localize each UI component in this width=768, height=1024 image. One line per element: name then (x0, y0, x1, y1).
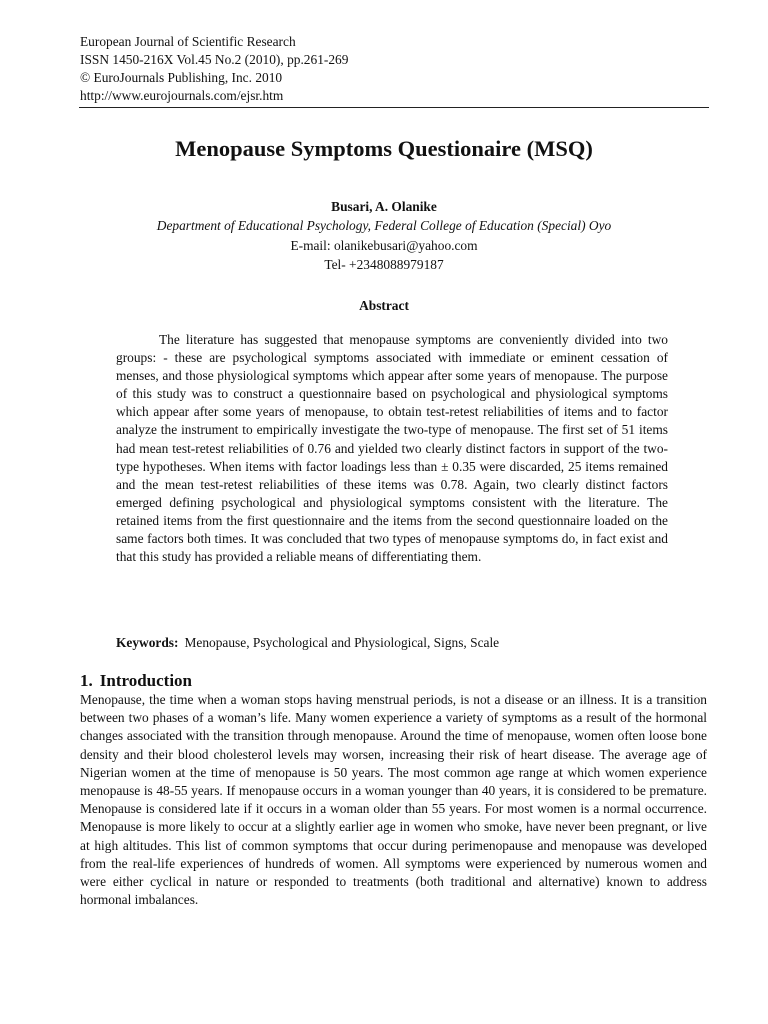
introduction-text: Menopause, the time when a woman stops having menstrual periods, is not a disease or an illness. It is a transition between two phases of a woman’s life. Many women experience a variety of symptoms as a result of the hormonal changes associated with the transition through menopause. Around the time of menopause, women often loose bone density and their blood cholesterol levels may worsen, increasing their risk of heart disease. The average age of Nigerian women at the time of menopause is 50 years. The most common age range at which women experience menopause is 48-55 years. If menopause occurs in a woman younger than 40 years, it is considered to be premature. Menopause is considered late if it occurs in a woman older than 55 years. For most women is a normal occurrence. Menopause is more likely to occur at a slightly earlier age in women who smoke, have never been pregnant, or live at high altitudes. This list of common symptoms that occur during perimenopause and menopause was developed from the real-life experiences of hundreds of women. All symptoms were experienced by numerous women and were either cyclical in nature or responded to treatments (both traditional and alternative) known to address hormonal imbalances. (80, 692, 707, 908)
journal-issn: ISSN 1450-216X Vol.45 No.2 (2010), pp.261-269 (80, 52, 349, 67)
section-heading-introduction (80, 670, 192, 692)
abstract-text: The literature has suggested that menopause symptoms are conveniently divided into two groups: - these are psychological symptoms associated with immediate or eminent cessation of menses, and those physiological symptoms which appear after some years of menopause. The purpose of this study was to construct a questionnaire based on psychological and physiological symptoms which appear after some years of menopause, to obtain test-retest reliabilities of items and to factor analyze the instrument to empirically investigate the two-type of menopause. The first set of 51 items had mean test-retest reliabilities of 0.76 and yielded two clearly distinct factors in support of the two-type hypotheses. When items with factor loadings less than ± 0.35 were discarded, 25 items remained and the mean test-retest reliabilities of these items was 0.78. Again, two clearly distinct factors emerged defining psychological and physiological symptoms consistent with the literature. The retained items from the first questionnaire and the items from the second questionnaire loaded on the same factors both times. It was concluded that two types of menopause symptoms do, in fact exist and that this study has provided a reliable means of differentiating them. (116, 332, 668, 565)
section-number: 1. (80, 671, 93, 690)
author-name: Busari, A. Olanike (331, 199, 437, 214)
author-block (0, 197, 768, 274)
author-telephone: Tel- +2348088979187 (324, 256, 444, 272)
keywords-label: Keywords: (116, 635, 179, 650)
abstract-heading: Abstract (359, 298, 409, 313)
author-department: Department of Educational Psychology, Federal College of Education (Special) Oyo (156, 218, 612, 234)
journal-name: European Journal of Scientific Research (80, 34, 296, 49)
paper-title: Menopause Symptoms Questionaire (MSQ) (175, 136, 593, 161)
section-title: Introduction (99, 671, 193, 690)
journal-copyright: © EuroJournals Publishing, Inc. 2010 (80, 70, 283, 85)
keywords-text: Menopause, Psychological and Physiological, Signs, Scale (184, 635, 500, 650)
keywords-line (116, 633, 499, 652)
author-email: E-mail: olanikebusari@yahoo.com (290, 237, 478, 253)
header-divider (79, 107, 709, 108)
journal-url[interactable]: http://www.eurojournals.com/ejsr.htm (80, 88, 284, 103)
journal-header (80, 33, 348, 105)
